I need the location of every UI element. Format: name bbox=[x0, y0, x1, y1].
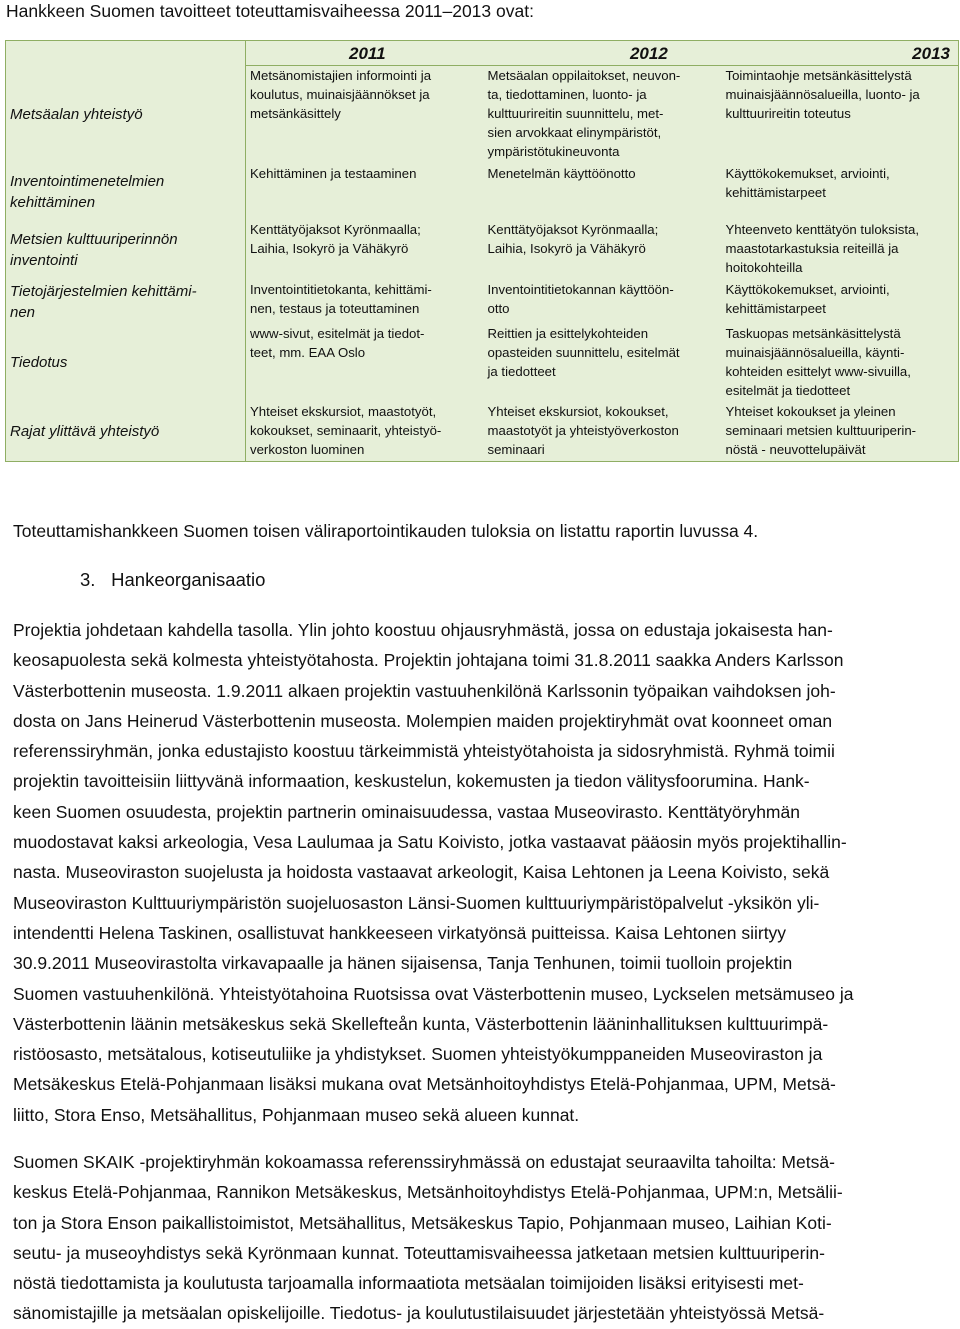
row-label: Metsäalan yhteistyö bbox=[6, 66, 246, 164]
table-cell: Toimintaohje metsänkäsittelystä muinaisjäännösalueilla, luonto- ja kulttuurireitin toteutus bbox=[722, 66, 959, 164]
corner-cell bbox=[6, 41, 246, 66]
body-paragraph: Projektia johdetaan kahdella tasolla. Ylin johto koostuu ohjausryhmästä, jossa on edustaja jokaisesta han- keosapuolesta sekä kolmesta yhteistyötahosta. Projektin johtajana toimi 31.8.2011 saakka Anders Karlsson Västerbottenin museosta. 1.9.2011 alkaen projektin vastuuhenkilönä Karlssonin työpaikan vaihdoksen joh- dosta on Jans Heinerud Västerbottenin museosta. Molempien maiden projektiryhmät ovat koonneet oman referenssiryhmän, jonka edustajisto koostuu tärkeimmistä yhteistyötahoista ja sidosryhmistä. Ryhmä toimii projektin tavoitteisiin liittyvänä informaation, keskustelun, kokemusten ja tiedon välitysfoorumina. Hank- keen Suomen osuudesta, projektin partnerin ominaisuudessa, vastaa Museovirasto. Kenttätyöryhmän muodostavat kaksi arkeologia, Vesa Laulumaa ja Satu Koivisto, jotka vastaavat pääosin myös projektihallin- nasta. Museoviraston suojelusta ja hoidosta vastaavat arkeologit, Kaisa Lehtonen ja Leena Koivisto, sekä Museoviraston Kulttuuriympäristön suojeluosaston Länsi-Suomen kulttuuriympäristöpalvelut -yksikön yli- intendentti Helena Taskinen, osallistuvat hankkeeseen virkatyönsä puitteissa. Kaisa Lehtonen siirtyy 30.9.2011 Museovirastolta virkavapaalle ja hänen sijaisensa, Tanja Tenhunen, toimii tuolloin projektin Suomen vastuuhenkilönä. Yhteistyötahoina Ruotsissa ovat Västerbottenin museo, Lyckselen metsämuseo ja Västerbottenin läänin metsäkeskus sekä Skellefteån kunta, Västerbottenin lääninhallituksen kulttuurimpä- ristöosasto, metsätalous, kotiseutuliike ja yhdistykset. Suomen yhteistyökumppaneiden Museoviraston ja Metsäkeskus Etelä-Pohjanmaan lisäksi mukana ovat Metsänhoitoyhdistys Etelä-Pohjanmaa, UPM, Metsä- liitto, Stora Enso, Metsähallitus, Pohjanmaan museo sekä alueen kunnat. bbox=[13, 620, 854, 1125]
table-cell: Yhteiset kokoukset ja yleinen seminaari metsien kulttuuriperin- nöstä - neuvottelupäivät bbox=[722, 402, 959, 462]
table-cell: Kehittäminen ja testaaminen bbox=[246, 164, 484, 220]
section-heading bbox=[80, 567, 265, 593]
table-row bbox=[6, 66, 959, 164]
summary-paragraph: Toteuttamishankkeen Suomen toisen väliraportointikauden tuloksia on listattu raportin luvussa 4. bbox=[13, 521, 759, 541]
table-cell: Yhteenveto kenttätyön tuloksista, maastotarkastuksia reiteillä ja hoitokohteilla bbox=[722, 220, 959, 280]
table-cell: Reittien ja esittelykohteiden opasteiden suunnittelu, esitelmät ja tiedotteet bbox=[487, 325, 680, 379]
years-header bbox=[246, 41, 959, 66]
year-2011: 2011 bbox=[349, 43, 386, 63]
table-row bbox=[6, 324, 959, 402]
table-cell: www-sivut, esitelmät ja tiedot- teet, mm. EAA Oslo bbox=[246, 324, 484, 402]
year-2013: 2013 bbox=[912, 43, 950, 63]
year-2012: 2012 bbox=[629, 43, 668, 63]
row-label: Rajat ylittävä yhteistyö bbox=[6, 402, 246, 462]
table-cell: Menetelmän käyttöönotto bbox=[487, 165, 636, 181]
body-paragraph: Suomen SKAIK -projektiryhmän kokoamassa referenssiryhmässä on edustajat seuraavilta tahoilta: Metsä- keskus Etelä-Pohjanmaa, Rannikon Metsäkeskus, Metsänhoitoyhdistys Etelä-Pohjanmaa, UPM:n, Metsälii- ton ja Stora Enson paikallistoimistot, Metsähallitus, Metsäkeskus Tapio, Pohjanmaan museo, Laihian Koti- seutu- ja museoyhdistys sekä Kyrönmaan kunnat. Toteuttamisvaiheessa jatketaan metsien kulttuuriperin- nöstä tiedottamista ja koulutusta tarjoamalla informaatiota metsäalan toimijoiden lisäksi erityisesti met- sänomistajille ja metsäalan opiskelijoille. Tiedotus- ja koulutustilaisuudet järjestetään yhteistyössä Metsä- bbox=[13, 1152, 843, 1324]
goals-table bbox=[5, 40, 959, 462]
table-row bbox=[6, 164, 959, 220]
table-cell: Metsänomistajien informointi ja koulutus, muinaisjäännökset ja metsänkäsittely bbox=[246, 66, 484, 164]
table-cell: Inventointitietokanta, kehittämi- nen, testaus ja toteuttaminen bbox=[246, 280, 484, 324]
row-label: Inventointimenetelmien kehittäminen bbox=[6, 164, 246, 220]
table-row bbox=[6, 402, 959, 462]
section-title: Hankeorganisaatio bbox=[111, 569, 266, 590]
row-label: Metsien kulttuuriperinnön inventointi bbox=[6, 220, 246, 280]
table-intro: Hankkeen Suomen tavoitteet toteuttamisvaiheessa 2011–2013 ovat: bbox=[6, 1, 534, 21]
row-label: Tietojärjestelmien kehittämi- nen bbox=[6, 280, 246, 324]
table-cell: Yhteiset ekskursiot, kokoukset, maastotyöt ja yhteistyöverkoston seminaari bbox=[484, 402, 722, 462]
row-label: Tiedotus bbox=[6, 324, 246, 402]
table-cell: Käyttökokemukset, arviointi, kehittämistarpeet bbox=[722, 280, 959, 324]
table-cell: Käyttökokemukset, arviointi, kehittämistarpeet bbox=[722, 164, 959, 220]
table-row bbox=[6, 280, 959, 324]
year-header-row bbox=[6, 41, 959, 66]
table-cell: Yhteiset ekskursiot, maastotyöt, kokoukset, seminaarit, yhteistyö- verkoston luominen bbox=[246, 402, 484, 462]
table-cell: Taskuopas metsänkäsittelystä muinaisjäännösalueilla, käynti- kohteiden esittelyt www-sivuilla, esitelmät ja tiedotteet bbox=[722, 324, 959, 402]
table-cell: Kenttätyöjaksot Kyrönmaalla; Laihia, Isokyrö ja Vähäkyrö bbox=[487, 221, 659, 256]
table-cell: Inventointitietokannan käyttöön- otto bbox=[487, 281, 674, 316]
section-number: 3. bbox=[80, 569, 96, 590]
table-cell: Metsäalan oppilaitokset, neuvon- ta, tiedottaminen, luonto- ja kulttuurireitin suunnittelu, met- sien arvokkaat elinympäristöt, ympäristötukineuvonta bbox=[487, 68, 681, 159]
table-row bbox=[6, 220, 959, 280]
table-cell: Kenttätyöjaksot Kyrönmaalla; Laihia, Isokyrö ja Vähäkyrö bbox=[246, 220, 484, 280]
